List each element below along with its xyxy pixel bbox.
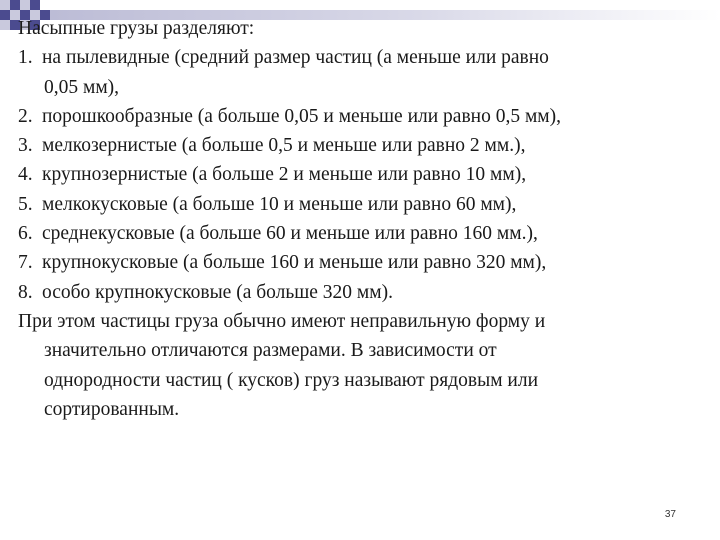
slide-body — [18, 14, 708, 424]
closing-paragraph-line: однородности частиц ( кусков) груз называют рядовым или — [44, 369, 539, 391]
item-number: 6. — [18, 223, 33, 245]
item-number: 5. — [18, 193, 33, 215]
list-item — [18, 278, 708, 307]
checker-square — [30, 0, 40, 10]
closing-paragraph-line: сортированным. — [44, 398, 180, 420]
item-text: крупнокусковые (а больше 160 и меньше или равно 320 мм), — [42, 252, 547, 274]
item-number: 2. — [18, 105, 33, 127]
item-text: среднекусковые (а больше 60 и меньше или равно 160 мм.), — [42, 223, 538, 245]
checker-square — [0, 10, 10, 20]
item-text: на пылевидные (средний размер частиц (а меньше или равно — [42, 47, 549, 69]
intro-text: Насыпные грузы разделяют: — [18, 18, 255, 39]
closing-paragraph-line: значительно отличаются размерами. В зависимости от — [44, 340, 497, 362]
checker-square — [0, 20, 10, 30]
list-item — [18, 131, 708, 160]
item-text: особо крупнокусковые (а больше 320 мм). — [42, 281, 393, 303]
item-number: 7. — [18, 252, 33, 274]
closing-paragraph-line: При этом частицы груза обычно имеют неправильную форму и — [18, 310, 546, 332]
item-text: порошкообразные (а больше 0,05 и меньше или равно 0,5 мм), — [42, 105, 562, 127]
list-item — [18, 160, 708, 189]
checker-square — [0, 0, 10, 10]
list-item — [18, 43, 708, 102]
item-text-continuation: 0,05 мм), — [44, 76, 120, 98]
item-text: мелкозернистые (а больше 0,5 и меньше или равно 2 мм.), — [42, 135, 526, 157]
checker-square — [20, 0, 30, 10]
checker-square — [10, 0, 20, 10]
list-item — [18, 219, 708, 248]
item-text: мелкокусковые (а больше 10 и меньше или равно 60 мм), — [42, 193, 517, 215]
item-number: 4. — [18, 164, 33, 186]
list-item — [18, 248, 708, 277]
page-number: 37 — [664, 509, 676, 520]
item-number: 3. — [18, 135, 33, 157]
item-number: 8. — [18, 281, 33, 303]
item-text: крупнозернистые (а больше 2 и меньше или равно 10 мм), — [42, 164, 527, 186]
item-number: 1. — [18, 47, 33, 69]
list-item — [18, 102, 708, 131]
list-item — [18, 190, 708, 219]
